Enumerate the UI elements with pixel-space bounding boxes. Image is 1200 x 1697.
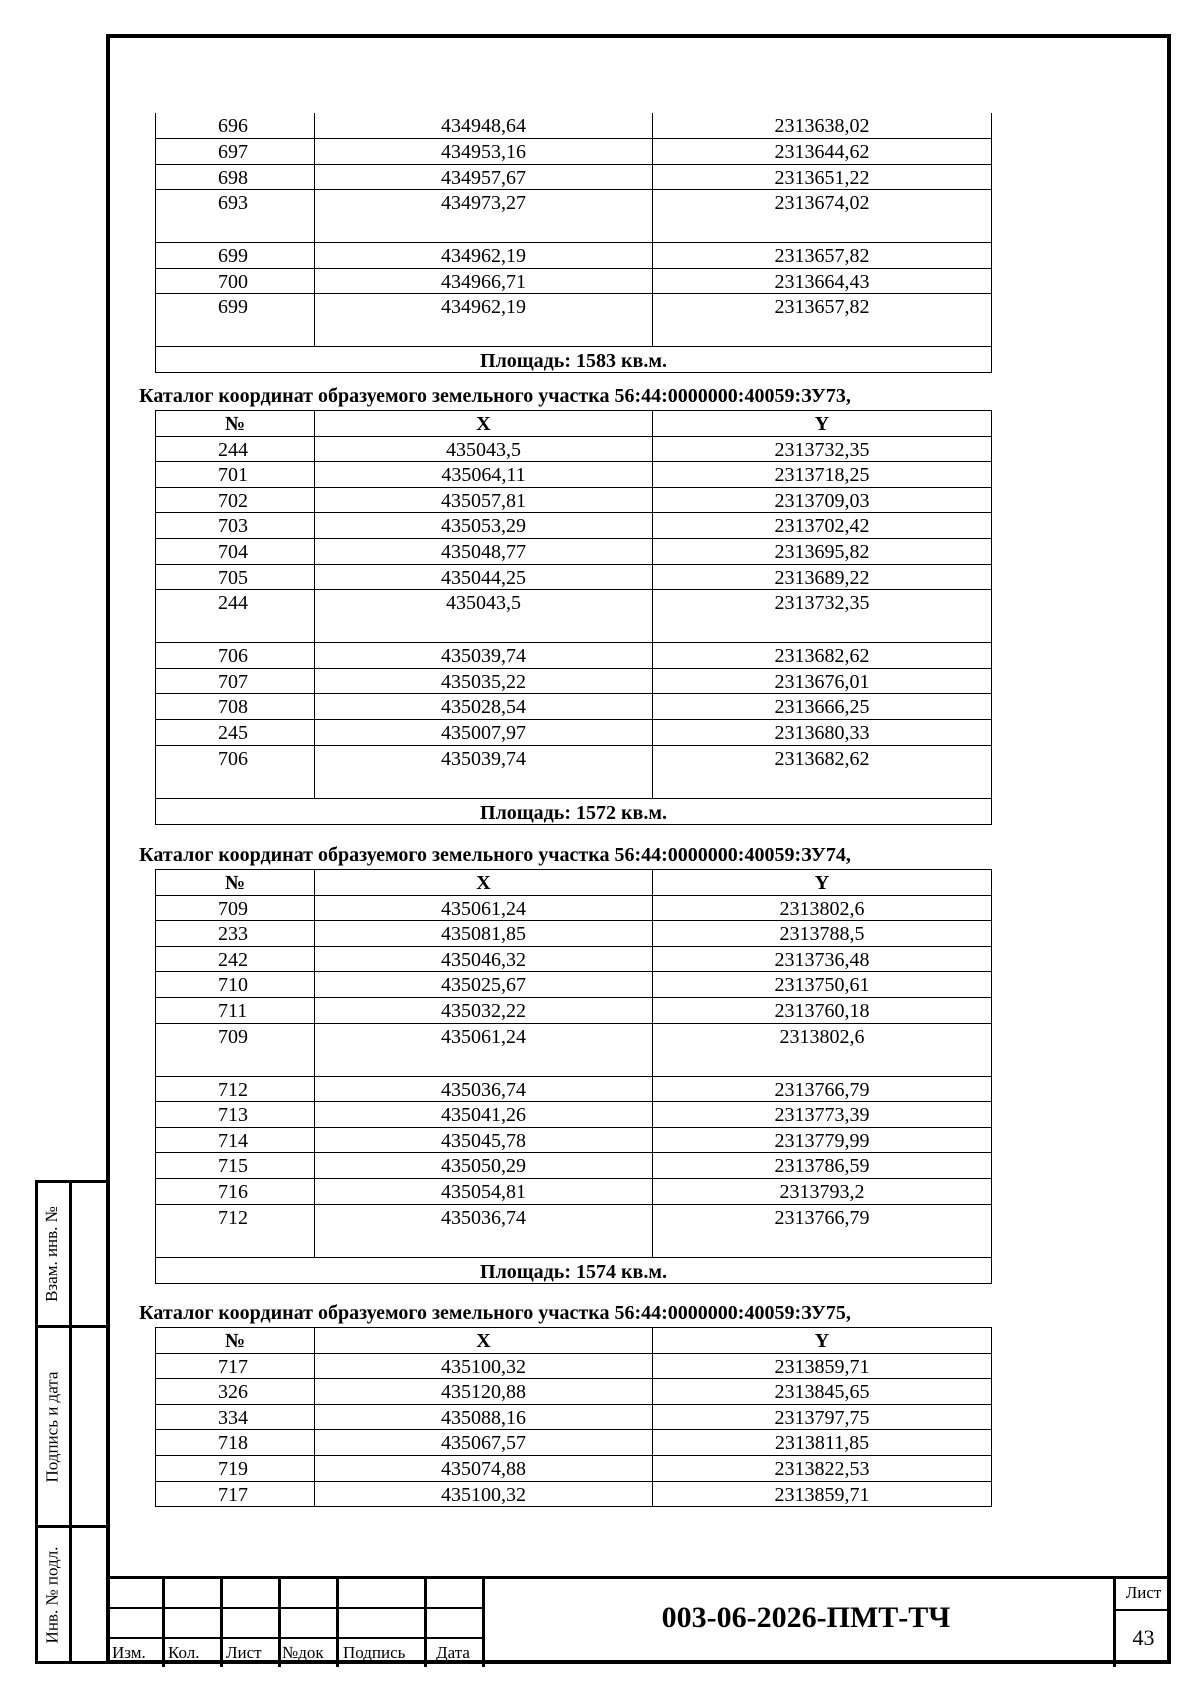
y-coordinate-cell: 2313638,02 — [653, 113, 992, 139]
x-coordinate-cell: 435067,57 — [315, 1430, 653, 1456]
y-coordinate-cell: 2313682,62 — [653, 745, 992, 798]
x-coordinate-cell: 435057,81 — [315, 487, 653, 513]
x-coordinate-cell: 434948,64 — [315, 113, 653, 139]
table-row — [156, 997, 992, 1023]
col-header-x: X — [315, 411, 653, 437]
stamp-label-qty: Кол. — [168, 1643, 200, 1662]
y-coordinate-cell: 2313773,39 — [653, 1102, 992, 1128]
y-coordinate-cell: 2313859,71 — [653, 1481, 992, 1507]
x-coordinate-cell: 435007,97 — [315, 719, 653, 745]
coord-table-body — [156, 113, 992, 347]
x-coordinate-cell: 435028,54 — [315, 694, 653, 720]
side-label-replace-inv: Взам. инв. № — [42, 1206, 61, 1302]
table-row — [156, 719, 992, 745]
y-coordinate-cell: 2313822,53 — [653, 1455, 992, 1481]
y-coordinate-cell: 2313766,79 — [653, 1076, 992, 1102]
side-label-sign-date: Подпись и дата — [42, 1371, 61, 1482]
table-row — [156, 946, 992, 972]
x-coordinate-cell: 434966,71 — [315, 268, 653, 294]
coord-table-body — [156, 436, 992, 798]
x-coordinate-cell: 435036,74 — [315, 1076, 653, 1102]
table-row — [156, 538, 992, 564]
point-number-cell: 709 — [156, 1023, 315, 1076]
x-coordinate-cell: 435045,78 — [315, 1127, 653, 1153]
point-number-cell: 699 — [156, 243, 315, 269]
coord-table-zu75 — [155, 1327, 992, 1507]
point-number-cell: 702 — [156, 487, 315, 513]
col-header-x: X — [315, 1328, 653, 1354]
point-number-cell: 705 — [156, 564, 315, 590]
x-coordinate-cell: 434962,19 — [315, 294, 653, 347]
table-row — [156, 139, 992, 165]
coord-table-body — [156, 1353, 992, 1507]
point-number-cell: 701 — [156, 462, 315, 488]
x-coordinate-cell: 434953,16 — [315, 139, 653, 165]
table-row — [156, 1127, 992, 1153]
title-block — [106, 1576, 1171, 1667]
table-row — [156, 1076, 992, 1102]
y-coordinate-cell: 2313664,43 — [653, 268, 992, 294]
point-number-cell: 244 — [156, 436, 315, 462]
x-coordinate-cell: 434973,27 — [315, 190, 653, 243]
area-total: Площадь: 1572 кв.м. — [156, 798, 992, 824]
x-coordinate-cell: 435043,5 — [315, 436, 653, 462]
table-row — [156, 1481, 992, 1507]
y-coordinate-cell: 2313802,6 — [653, 895, 992, 921]
table-row — [156, 243, 992, 269]
table-row — [156, 745, 992, 798]
y-coordinate-cell: 2313657,82 — [653, 243, 992, 269]
point-number-cell: 704 — [156, 538, 315, 564]
x-coordinate-cell: 435025,67 — [315, 972, 653, 998]
x-coordinate-cell: 435044,25 — [315, 564, 653, 590]
y-coordinate-cell: 2313845,65 — [653, 1379, 992, 1405]
y-coordinate-cell: 2313786,59 — [653, 1153, 992, 1179]
y-coordinate-cell: 2313732,35 — [653, 436, 992, 462]
y-coordinate-cell: 2313760,18 — [653, 997, 992, 1023]
point-number-cell: 703 — [156, 513, 315, 539]
side-label-inv-orig: Инв. № подл. — [42, 1546, 61, 1643]
table-row — [156, 513, 992, 539]
y-coordinate-cell: 2313811,85 — [653, 1430, 992, 1456]
coord-table-zu74 — [155, 869, 992, 1284]
x-coordinate-cell: 435032,22 — [315, 997, 653, 1023]
sheet-label: Лист — [1125, 1583, 1162, 1602]
y-coordinate-cell: 2313709,03 — [653, 487, 992, 513]
table-row — [156, 1404, 992, 1430]
y-coordinate-cell: 2313793,2 — [653, 1178, 992, 1204]
y-coordinate-cell: 2313702,42 — [653, 513, 992, 539]
table-row — [156, 643, 992, 669]
stamp-label-doc-no: №док — [282, 1643, 324, 1662]
point-number-cell: 334 — [156, 1404, 315, 1430]
point-number-cell: 233 — [156, 921, 315, 947]
table-row — [156, 564, 992, 590]
col-header-y: Y — [653, 870, 992, 896]
table-row — [156, 294, 992, 347]
x-coordinate-cell: 435039,74 — [315, 643, 653, 669]
col-header-number: № — [156, 1328, 315, 1354]
catalog-caption-zu75: Каталог координат образуемого земельного участка 56:44:0000000:40059:ЗУ75, — [139, 1302, 851, 1324]
y-coordinate-cell: 2313651,22 — [653, 164, 992, 190]
x-coordinate-cell: 435050,29 — [315, 1153, 653, 1179]
table-row — [156, 190, 992, 243]
x-coordinate-cell: 435036,74 — [315, 1204, 653, 1257]
table-row — [156, 668, 992, 694]
y-coordinate-cell: 2313797,75 — [653, 1404, 992, 1430]
x-coordinate-cell: 435100,32 — [315, 1353, 653, 1379]
x-coordinate-cell: 435081,85 — [315, 921, 653, 947]
point-number-cell: 717 — [156, 1481, 315, 1507]
point-number-cell: 693 — [156, 190, 315, 243]
stamp-label-signature: Подпись — [343, 1643, 406, 1662]
table-row — [156, 895, 992, 921]
y-coordinate-cell: 2313674,02 — [653, 190, 992, 243]
coord-table-body — [156, 895, 992, 1257]
x-coordinate-cell: 435041,26 — [315, 1102, 653, 1128]
table-row — [156, 1455, 992, 1481]
y-coordinate-cell: 2313736,48 — [653, 946, 992, 972]
y-coordinate-cell: 2313732,35 — [653, 590, 992, 643]
table-row — [156, 164, 992, 190]
point-number-cell: 714 — [156, 1127, 315, 1153]
sheet-number: 43 — [1132, 1625, 1155, 1650]
table-row — [156, 1204, 992, 1257]
point-number-cell: 706 — [156, 643, 315, 669]
x-coordinate-cell: 434957,67 — [315, 164, 653, 190]
table-row — [156, 694, 992, 720]
table-row — [156, 1153, 992, 1179]
x-coordinate-cell: 435074,88 — [315, 1455, 653, 1481]
point-number-cell: 700 — [156, 268, 315, 294]
table-row — [156, 1102, 992, 1128]
x-coordinate-cell: 435054,81 — [315, 1178, 653, 1204]
col-header-y: Y — [653, 411, 992, 437]
y-coordinate-cell: 2313788,5 — [653, 921, 992, 947]
coord-table-prev — [155, 113, 992, 373]
x-coordinate-cell: 435061,24 — [315, 895, 653, 921]
x-coordinate-cell: 435061,24 — [315, 1023, 653, 1076]
point-number-cell: 719 — [156, 1455, 315, 1481]
y-coordinate-cell: 2313802,6 — [653, 1023, 992, 1076]
x-coordinate-cell: 435064,11 — [315, 462, 653, 488]
point-number-cell: 326 — [156, 1379, 315, 1405]
y-coordinate-cell: 2313689,22 — [653, 564, 992, 590]
x-coordinate-cell: 435053,29 — [315, 513, 653, 539]
point-number-cell: 244 — [156, 590, 315, 643]
point-number-cell: 713 — [156, 1102, 315, 1128]
col-header-number: № — [156, 411, 315, 437]
table-row — [156, 972, 992, 998]
point-number-cell: 718 — [156, 1430, 315, 1456]
catalog-caption-zu74: Каталог координат образуемого земельного участка 56:44:0000000:40059:ЗУ74, — [139, 844, 851, 866]
area-total: Площадь: 1574 кв.м. — [156, 1257, 992, 1283]
point-number-cell: 242 — [156, 946, 315, 972]
point-number-cell: 698 — [156, 164, 315, 190]
y-coordinate-cell: 2313750,61 — [653, 972, 992, 998]
x-coordinate-cell: 435120,88 — [315, 1379, 653, 1405]
point-number-cell: 707 — [156, 668, 315, 694]
x-coordinate-cell: 434962,19 — [315, 243, 653, 269]
point-number-cell: 716 — [156, 1178, 315, 1204]
area-total: Площадь: 1583 кв.м. — [156, 347, 992, 373]
x-coordinate-cell: 435035,22 — [315, 668, 653, 694]
point-number-cell: 708 — [156, 694, 315, 720]
x-coordinate-cell: 435039,74 — [315, 745, 653, 798]
y-coordinate-cell: 2313657,82 — [653, 294, 992, 347]
point-number-cell: 710 — [156, 972, 315, 998]
point-number-cell: 712 — [156, 1076, 315, 1102]
col-header-x: X — [315, 870, 653, 896]
y-coordinate-cell: 2313676,01 — [653, 668, 992, 694]
table-row — [156, 921, 992, 947]
table-row — [156, 436, 992, 462]
y-coordinate-cell: 2313695,82 — [653, 538, 992, 564]
x-coordinate-cell: 435088,16 — [315, 1404, 653, 1430]
point-number-cell: 711 — [156, 997, 315, 1023]
table-row — [156, 1023, 992, 1076]
point-number-cell: 715 — [156, 1153, 315, 1179]
table-row — [156, 1353, 992, 1379]
point-number-cell: 245 — [156, 719, 315, 745]
point-number-cell: 712 — [156, 1204, 315, 1257]
x-coordinate-cell: 435100,32 — [315, 1481, 653, 1507]
table-row — [156, 1178, 992, 1204]
table-row — [156, 1379, 992, 1405]
point-number-cell: 717 — [156, 1353, 315, 1379]
x-coordinate-cell: 435043,5 — [315, 590, 653, 643]
y-coordinate-cell: 2313718,25 — [653, 462, 992, 488]
point-number-cell: 697 — [156, 139, 315, 165]
table-row — [156, 113, 992, 139]
y-coordinate-cell: 2313859,71 — [653, 1353, 992, 1379]
table-row — [156, 1430, 992, 1456]
stamp-label-change: Изм. — [112, 1643, 146, 1662]
col-header-y: Y — [653, 1328, 992, 1354]
table-row — [156, 487, 992, 513]
y-coordinate-cell: 2313766,79 — [653, 1204, 992, 1257]
y-coordinate-cell: 2313682,62 — [653, 643, 992, 669]
table-row — [156, 268, 992, 294]
table-row — [156, 462, 992, 488]
x-coordinate-cell: 435048,77 — [315, 538, 653, 564]
stamp-label-sheet: Лист — [226, 1643, 262, 1662]
stamp-label-date: Дата — [436, 1643, 470, 1662]
coord-table-zu73 — [155, 410, 992, 825]
document-code: 003-06-2026-ПМТ-ТЧ — [661, 1601, 951, 1634]
point-number-cell: 709 — [156, 895, 315, 921]
x-coordinate-cell: 435046,32 — [315, 946, 653, 972]
col-header-number: № — [156, 870, 315, 896]
y-coordinate-cell: 2313644,62 — [653, 139, 992, 165]
y-coordinate-cell: 2313680,33 — [653, 719, 992, 745]
point-number-cell: 706 — [156, 745, 315, 798]
point-number-cell: 699 — [156, 294, 315, 347]
table-row — [156, 590, 992, 643]
catalog-caption-zu73: Каталог координат образуемого земельного участка 56:44:0000000:40059:ЗУ73, — [139, 385, 851, 407]
point-number-cell: 696 — [156, 113, 315, 139]
y-coordinate-cell: 2313779,99 — [653, 1127, 992, 1153]
y-coordinate-cell: 2313666,25 — [653, 694, 992, 720]
